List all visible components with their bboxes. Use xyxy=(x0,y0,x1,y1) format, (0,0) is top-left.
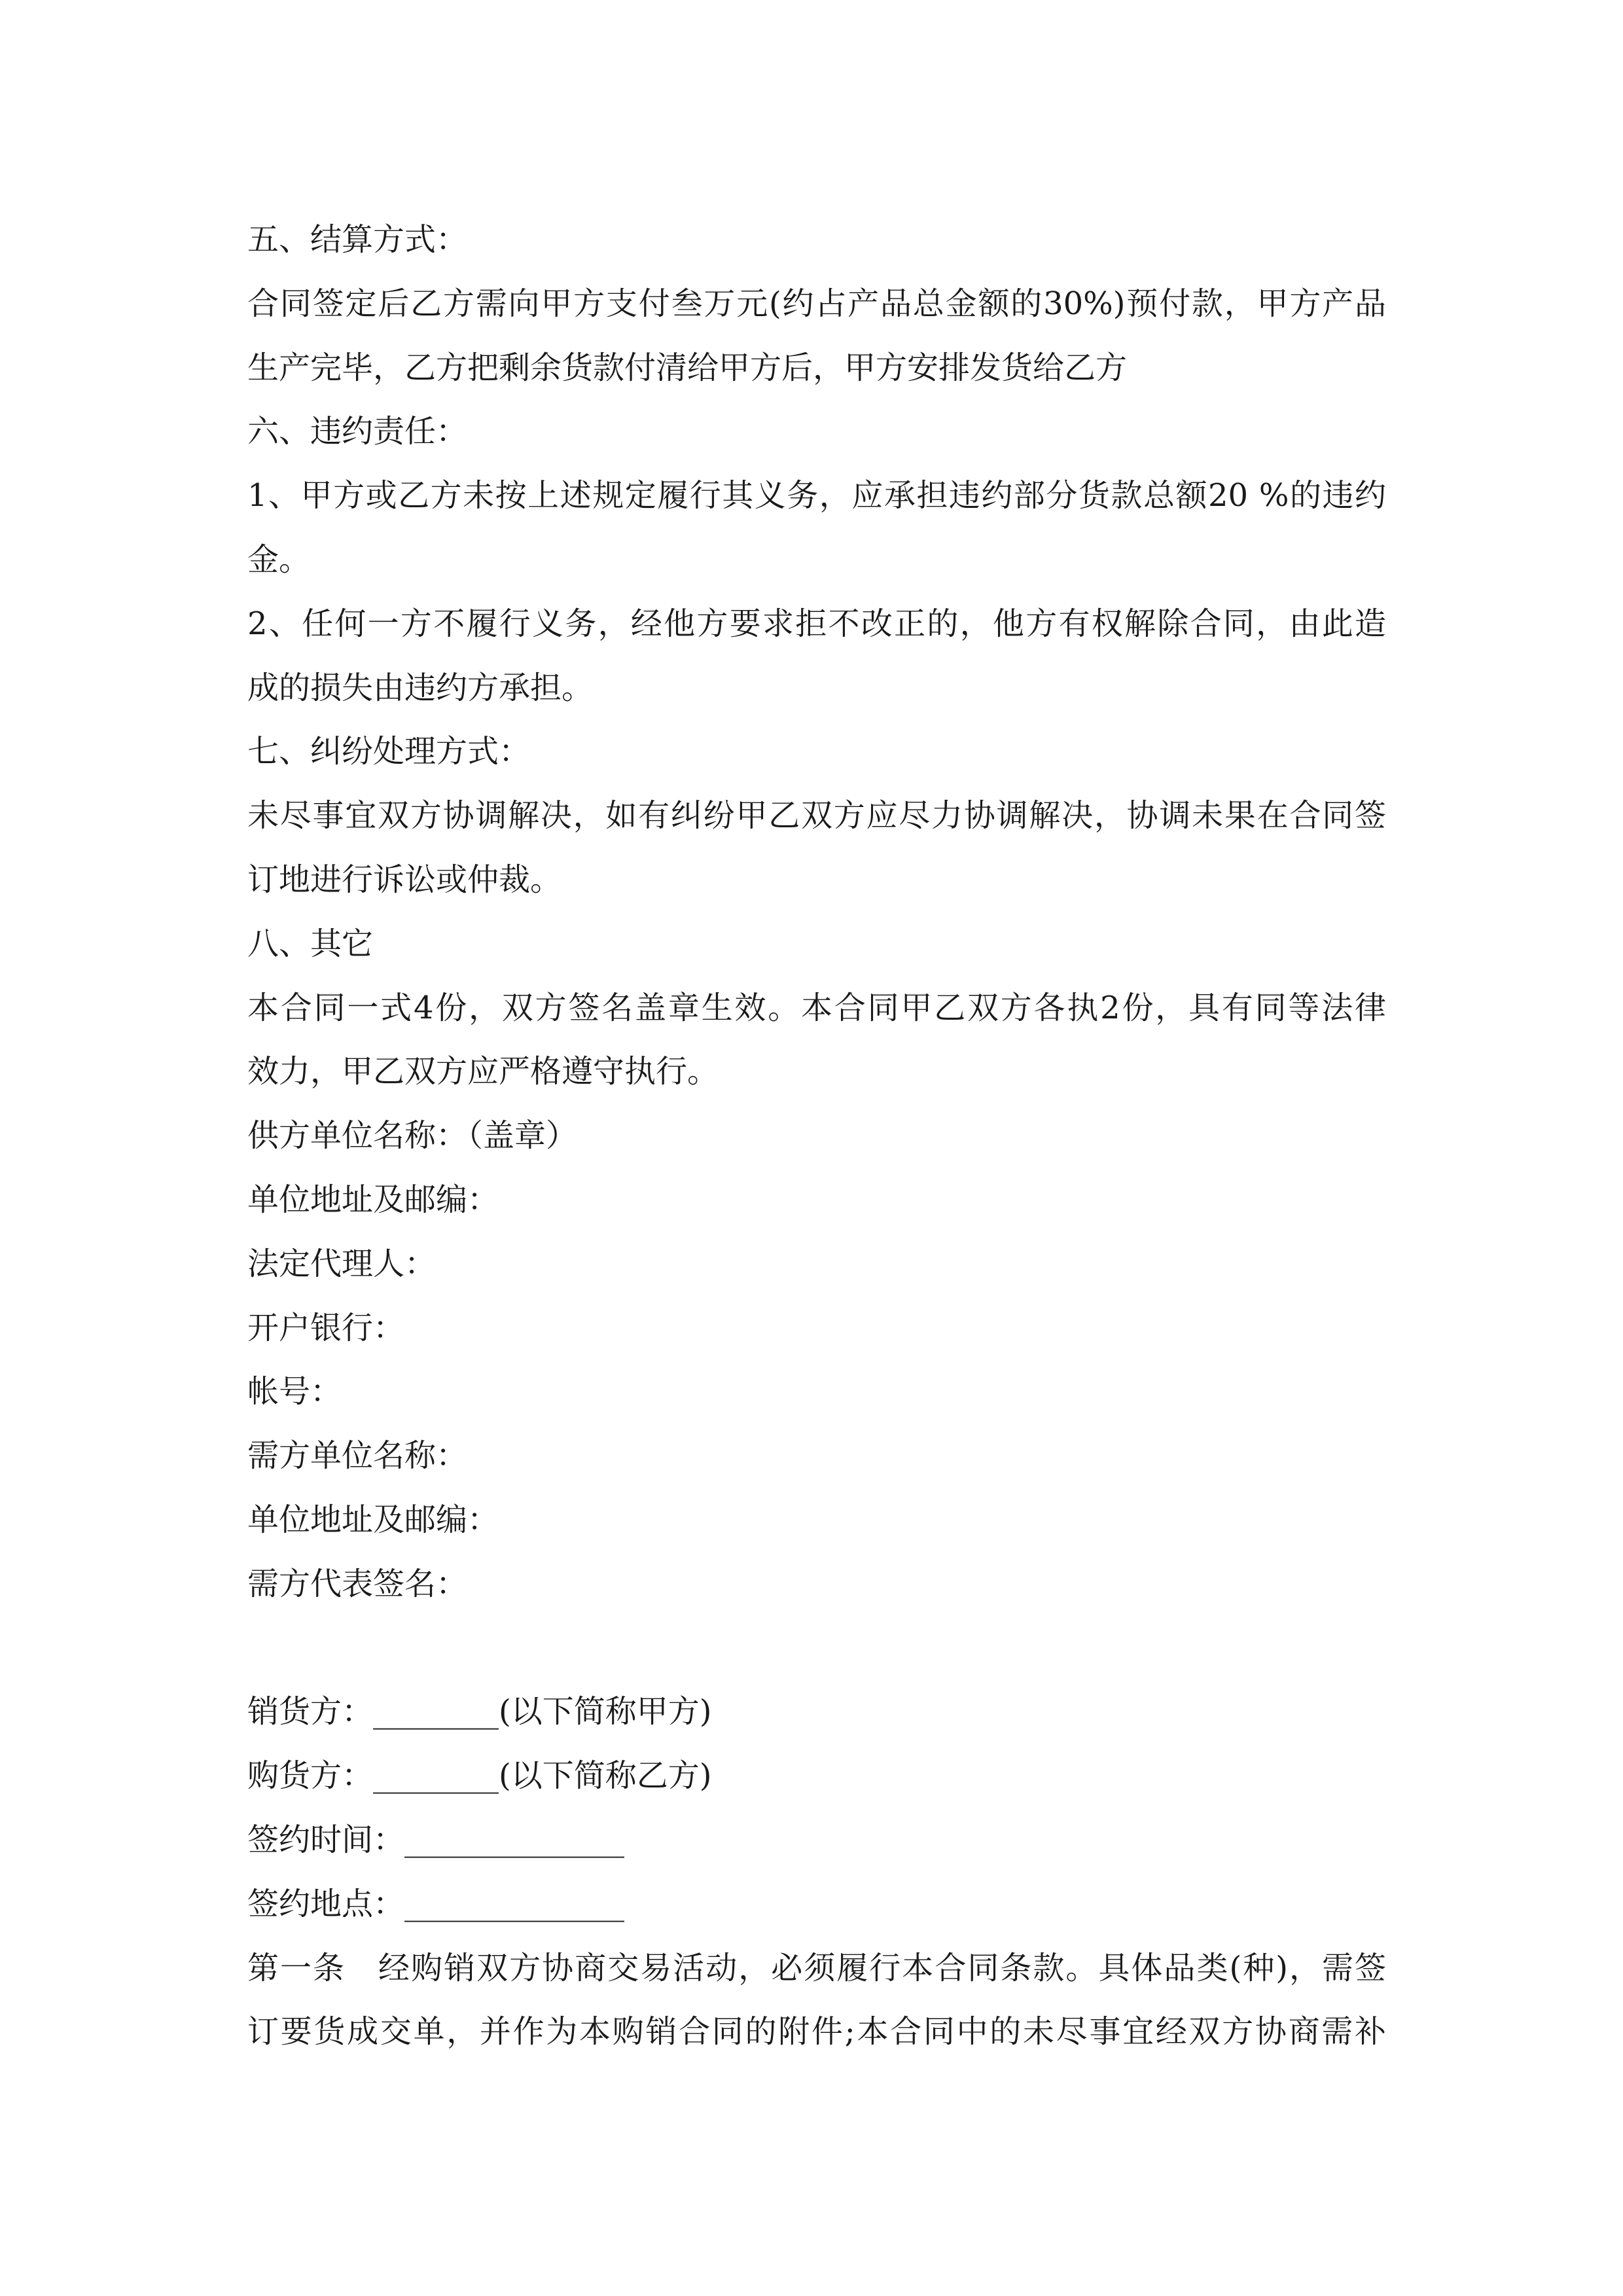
paragraph-line: 订地进行诉讼或仲裁。 xyxy=(247,861,562,898)
supplier-name-field: 供方单位名称：（盖章） xyxy=(247,1117,578,1155)
supplier-address-field: 单位地址及邮编： xyxy=(247,1181,499,1218)
section-heading-settlement: 五、结算方式： xyxy=(247,221,468,258)
purchaser-party-field: 购货方：________(以下简称乙方) xyxy=(247,1757,712,1795)
signing-time-field: 签约时间：______________ xyxy=(247,1821,625,1858)
legal-representative-field: 法定代理人： xyxy=(247,1245,437,1282)
paragraph-line: 合同签定后乙方需向甲方支付叁万元(约占产品总金额的30%)预付款，甲方产品 xyxy=(247,285,1386,322)
seller-party-field: 销货方：________(以下简称甲方) xyxy=(247,1693,712,1731)
section-heading-liability: 六、违约责任： xyxy=(247,413,468,450)
document-body xyxy=(247,208,1386,2064)
section-heading-other: 八、其它 xyxy=(247,925,374,962)
article-one-line: 订要货成交单，并作为本购销合同的附件;本合同中的未尽事宜经双方协商需补 xyxy=(247,2013,1386,2051)
paragraph-line: 1、甲方或乙方未按上述规定履行其义务，应承担违约部分货款总额20 %的违约 xyxy=(247,477,1386,514)
buyer-address-field: 单位地址及邮编： xyxy=(247,1501,499,1538)
paragraph-line: 金。 xyxy=(247,541,311,578)
paragraph-line: 效力，甲乙双方应严格遵守执行。 xyxy=(247,1053,719,1090)
buyer-signature-field: 需方代表签名： xyxy=(247,1565,468,1602)
signing-place-field: 签约地点：______________ xyxy=(247,1885,625,1922)
section-heading-dispute: 七、纠纷处理方式： xyxy=(247,733,531,770)
paragraph-line: 本合同一式4份，双方签名盖章生效。本合同甲乙双方各执2份，具有同等法律 xyxy=(247,989,1386,1026)
paragraph-line: 2、任何一方不履行义务，经他方要求拒不改正的，他方有权解除合同，由此造 xyxy=(247,605,1386,642)
article-one-line: 第一条 经购销双方协商交易活动，必须履行本合同条款。具体品类(种)，需签 xyxy=(247,1949,1386,1986)
paragraph-line: 成的损失由违约方承担。 xyxy=(247,669,594,706)
blank-line xyxy=(247,1617,1386,1681)
bank-field: 开户银行： xyxy=(247,1309,405,1346)
paragraph-line: 未尽事宜双方协调解决，如有纠纷甲乙双方应尽力协调解决，协调未果在合同签 xyxy=(247,797,1386,834)
buyer-name-field: 需方单位名称： xyxy=(247,1437,468,1475)
account-number-field: 帐号： xyxy=(247,1373,342,1410)
paragraph-line: 生产完毕，乙方把剩余货款付清给甲方后，甲方安排发货给乙方 xyxy=(247,349,1128,386)
